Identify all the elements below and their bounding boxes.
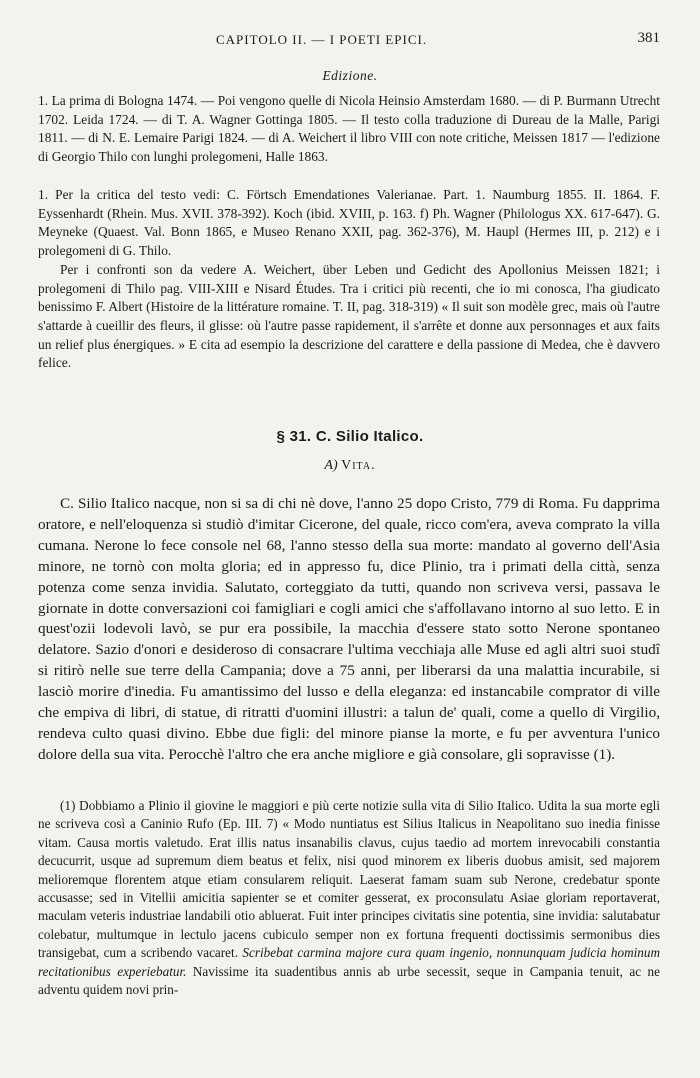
body-paragraph: C. Silio Italico nacque, non si sa di chi nè dove, l'anno 25 dopo Cristo, 779 di Roma. Fu dapprima oratore, e nell'eloquenza si studiò d'imitar Cicerone, del quale, ricco com'era, aveva comprato la villa cumana. Nerone lo fece console nel 68, l'anno stesso della sua morte: mandato al governo dell'Asia minore, ne tornò con molta gloria; ed in appresso fu, dice Plinio, tra i primati della città, senza potenza come senza invidia. Salutato, corteggiato da tutti, quando non scriveva versi, passava le giornate in dotte conversazioni coi famigliari e cogli amici che s'affollavano intorno al suo letto. E in quest'ozii lodevoli lavò, se pur era possibile, la macchia d'essere stato sotto Nerone spontaneo delatore. Sazio d'onori e desideroso di consacrare l'ultima vecchiaja alle Muse ed agli altri suoi studî si ritirò nelle sue terre della Campania; dove a 75 anni, per liberarsi da una malattia incurabile, si lasciò morire d'inedia. Fu amantissimo del lusso e della eleganza: ed instancabile comprator di ville che empiva di libri, di statue, di ritratti d'uomini illustri: a talun de' quali, come a quello di Virgilio, rendeva culto quasi divino. Ebbe due figli: del minore pianse la morte, e fu per avventura l'unico dolore della sua vita. Perocchè l'altro che era anche migliore e già consolare, gli sopravisse (1). <box>38 495 660 763</box>
footnote <box>38 797 660 999</box>
subsection-word: Vita. <box>341 458 376 473</box>
footnote-paragraph <box>38 797 660 999</box>
edition-paragraph <box>38 92 660 167</box>
edition-note-1: 1. La prima di Bologna 1474. — Poi vengono quelle di Nicola Heinsio Amsterdam 1680. — di P. Burmann Utrecht 1702. Leida 1724. — di T. A. Wagner Gottinga 1805. — Il testo colla traduzione di Dureau de la Malle, Parigi 1811. — di N. E. Lemaire Parigi 1824. — di A. Weichert il libro VIII con note critiche, Meissen 1817 — l'edizione di Georgio Thilo con lunghi prolegomeni, Halle 1863. <box>38 93 660 165</box>
page-header <box>38 30 660 52</box>
main-text <box>38 494 660 766</box>
page-number: 381 <box>637 30 660 46</box>
subsection-heading <box>0 458 700 474</box>
edition-note-2: 1. Per la critica del testo vedi: C. Förtsch Emendationes Valerianae. Part. 1. Naumburg 1855. II. 1864. F. Eyssenhardt (Rhein. Mus. XVII. 378-392). Koch (ibid. XVIII, p. 163. f) Ph. Wagner (Philologus XX. 617-647). G. Meyneke (Quaest. Val. Bonn 1865, e Museo Renano XXII, pag. 362-376), M. Haupl (Hermes III, p. 212) e i prolegomeni di G. Thilo. <box>38 187 660 259</box>
subsection-letter: A) <box>324 458 338 473</box>
footnote-text-end: Navissime ita suadentibus annis ab urbe secessit, seque in Campania tenuit, ac ne adventu quidem novi prin- <box>38 963 661 998</box>
critical-notes <box>38 186 660 373</box>
footnote-italic-quote: Scribebat carmina majore cura quam ingenio, nonnunquam judicia hominum recitationibus experiebatur. <box>38 945 661 979</box>
edition-heading: Edizione. <box>322 68 378 83</box>
section-heading: § 31. C. Silio Italico. <box>276 428 424 445</box>
edition-note-3: Per i confronti son da vedere A. Weichert, über Leben und Gedicht des Apollonius Meissen 1821; i prolegomeni di Thilo pag. VIII-XIII e Nisard Études. Tra i critici più recenti, che io mi conosca, l'ha giudicato benissimo F. Albert (Histoire de la littérature romaine. T. II, pag. 318-319) « Il suit son modèle grec, mais où l'autre s'attarde à cueillir des fleurs, il glisse: où l'autre passe rapidement, il s'arrête et donne aux personnages et aux faits un relief plus énergiques. » E cita ad esempio la descrizione del carattere e della passione di Medea, che è davvero felice. <box>38 261 660 371</box>
running-title: CAPITOLO II. — I POETI EPICI. <box>216 32 428 47</box>
footnote-text-start: (1) Dobbiamo a Plinio il giovine le maggiori e più certe notizie sulla vita di Silio Italico. Udita la sua morte egli ne scriveva così a Caninio Rufo (Ep. III. 7) « Modo nuntiatus est Silius Italicus in Neapolitano suo inedia finisse vitam. Causa mortis valetudo. Erat illis natus insanabilis clavus, cujus taedio ad mortem inrevocabili constantia decucurrit, usque ad supremum diem beatus et felix, nisi quod minorem ex liberis duobus amisit, sed majorem melioremque florentem atque etiam consularem reliquit. Laeserat famam suam sub Nerone, credebatur sponte accusasse; sed in Vitellii amicitia sapienter se et comiter gesserat, ex proconsulatu Asiae gloriam reportaverat, maculam veteris industriae landabili otio abluerat. Fuit inter principes civitatis sine potentia, sine invidia: salutabatur colebatur, multumque in lectulo jacens cubiculo semper non ex fortuna frequenti doctissimis sermonibus dies transigebat, cum a scribendo vacaret. <box>38 798 660 961</box>
